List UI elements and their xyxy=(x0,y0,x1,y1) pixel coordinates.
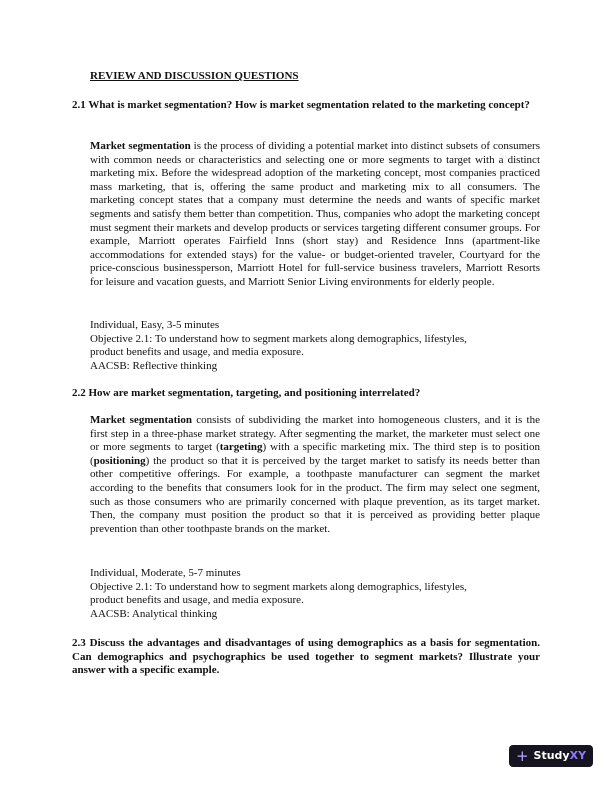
aacsb-label: AACSB: Reflective thinking xyxy=(90,359,218,372)
question-2-2 xyxy=(72,387,540,401)
objective-line-2: product benefits and usage, and media exposure. xyxy=(90,346,304,359)
meta-2-2 xyxy=(90,567,540,621)
positioning-term: positioning xyxy=(93,454,146,467)
question-2-3 xyxy=(72,637,540,678)
studyxy-watermark[interactable] xyxy=(509,745,593,767)
question-text: What is market segmentation? How is market segmentation related to the marketing concept? xyxy=(88,99,530,111)
question-number: 2.3 xyxy=(72,637,86,649)
answer-text-part-1: consists of subdividing the market into homogeneous clusters, and it is the first step in a three-phase market strategy. After segmenting the market, the marketer must select one or more segments to target ( xyxy=(90,414,540,454)
objective-line-1: Objective 2.1: To understand how to segment markets along demographics, lifestyles, xyxy=(90,580,467,593)
difficulty-label: Individual, Easy, 3-5 minutes xyxy=(90,319,220,331)
question-number: 2.2 xyxy=(72,387,86,399)
brand-study: Study xyxy=(533,749,570,763)
answer-2-2 xyxy=(90,414,540,536)
difficulty-label: Individual, Moderate, 5-7 minutes xyxy=(90,567,241,579)
section-heading: REVIEW AND DISCUSSION QUESTIONS xyxy=(90,70,299,82)
objective-line-1: Objective 2.1: To understand how to segment markets along demographics, lifestyles, xyxy=(90,332,467,345)
question-text: How are market segmentation, targeting, and positioning interrelated? xyxy=(88,387,421,399)
answer-lead-term: Market segmentation xyxy=(90,414,192,426)
answer-text-part-2: ) with a specific marketing mix. The third step is to position ( xyxy=(90,441,540,467)
answer-text: is the process of dividing a potential market into distinct subsets of consumers with common needs or characteristics and selecting one or more segments to target with a distinct marketing mix. Before the widespread adoption of the marketing concept, most companies practiced mass marketing, that is, offering the same product and marketing mix to all consumers. The marketing concept states that a company must determine the needs and wants of specific market segments and satisfy them better than competition. Thus, companies who adopt the marketing concept must segment their markets and develop products or services targeting different consumer groups. For example, Marriott operates Fairfield Inns (short stay) and Residence Inns (apartment-like accommodations for extended stays) for the value- or budget-oriented traveler, Courtyard for the price-conscious businessperson, Marriott Hotel for full-service business travelers, Marriott Resorts for leisure and vacation guests, and Marriott Senior Living environments for elderly people. xyxy=(90,140,540,288)
question-text: Discuss the advantages and disadvantages of using demographics as a basis for segmentation. Can demographics and psychographics be used together to segment markets? Illustrate your answer with a specific example. xyxy=(72,637,540,677)
targeting-term: targeting xyxy=(219,441,263,454)
question-number: 2.1 xyxy=(72,99,86,111)
brand-name xyxy=(534,749,587,763)
aacsb-label: AACSB: Analytical thinking xyxy=(90,607,218,620)
objective-line-2: product benefits and usage, and media exposure. xyxy=(90,594,304,607)
question-2-1 xyxy=(72,99,540,113)
meta-2-1 xyxy=(90,319,540,373)
plus-icon: + xyxy=(515,746,529,765)
answer-2-1 xyxy=(90,140,540,290)
answer-lead-term: Market segmentation xyxy=(90,140,191,152)
answer-text-part-3: ) the product so that it is perceived by the target market to satisfy its needs better than other competitive offerings. For example, a toothpaste manufacturer can segment the market according to the benefits that consumers look for in the product. The firm may select one segment, such as those consumers who are primarily concerned with plaque prevention, as its target market. Then, the company must position the product so that it is perceived as providing better plaque prevention than other toothpaste brands on the market. xyxy=(90,454,540,535)
brand-xy: XY xyxy=(569,749,587,763)
